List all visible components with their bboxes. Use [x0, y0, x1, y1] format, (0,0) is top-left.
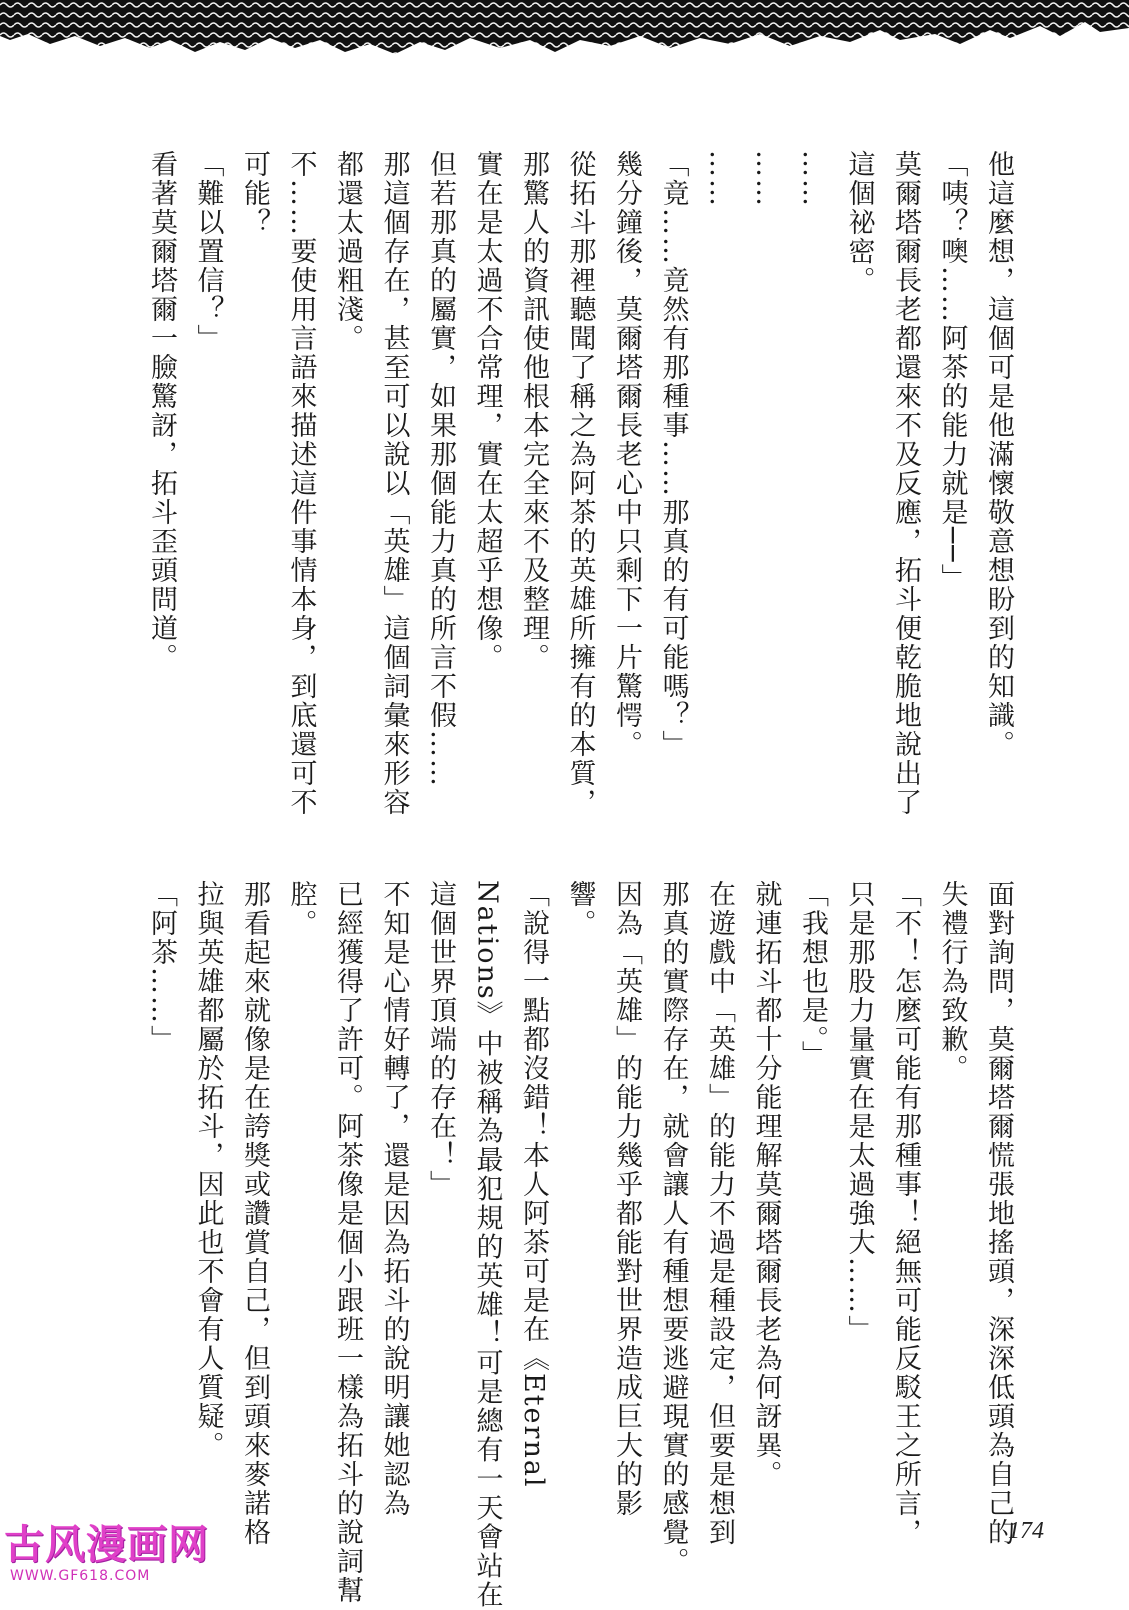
text-line: ……	[797, 150, 828, 208]
text-line: 都還太過粗淺。	[332, 150, 363, 353]
text-line: 看著莫爾塔爾一臉驚訝，拓斗歪頭問道。	[146, 150, 177, 672]
text-line: 「難以置信？」	[192, 150, 224, 353]
text-line: 莫爾塔爾長老都還來不及反應，拓斗便乾脆地說出了	[890, 150, 921, 817]
text-line: 從拓斗那裡聽聞了稱之為阿茶的英雄所擁有的本質，	[564, 150, 596, 817]
text-line: 這個世界頂端的存在！」	[425, 880, 456, 1199]
text-line: 但若那真的屬實，如果那個能力真的所言不假……	[425, 150, 456, 788]
text-line: 「竟……竟然有那種事……那真的有可能嗎？」	[657, 150, 689, 759]
text-line: 「不！怎麼可能有那種事！絕無可能反駁王之所言，	[890, 880, 921, 1547]
text-line: 那驚人的資訊使他根本完全來不及整理。	[518, 150, 549, 672]
page-number: 174	[1008, 1518, 1044, 1544]
text-line: 幾分鐘後，莫爾塔爾長老心中只剩下一片驚愕。	[611, 150, 642, 759]
text-line: 那真的實際存在，就會讓人有種想要逃避現實的感覺。	[657, 880, 689, 1576]
text-column-bottom	[141, 880, 1021, 1610]
text-line: 「阿茶……」	[146, 880, 177, 1054]
text-line: 只是那股力量實在是太過強大……」	[843, 880, 875, 1344]
text-line: Nations》中被稱為最犯規的英雄！可是總有一天會站在	[471, 880, 503, 1610]
text-line: 實在是太過不合常理，實在太超乎想像。	[471, 150, 503, 672]
text-line: 那看起來就像是在誇獎或讚賞自己，但到頭來麥諾格	[239, 880, 270, 1547]
text-line: 在遊戲中「英雄」的能力不過是種設定，但要是想到	[704, 880, 735, 1547]
text-line: 可能？	[239, 150, 270, 237]
text-line: 不知是心情好轉了，還是因為拓斗的說明讓她認為	[378, 880, 410, 1518]
text-line: 「我想也是。」	[797, 880, 828, 1070]
text-line: 那這個存在，甚至可以說以「英雄」這個詞彙來形容	[378, 150, 410, 817]
text-line: ……	[704, 150, 735, 208]
text-line: 這個祕密。	[843, 150, 875, 295]
text-line: ……	[750, 150, 782, 208]
text-line: 「咦？噢……阿茶的能力就是──」	[936, 150, 968, 593]
text-line: 他這麼想，這個可是他滿懷敬意想盼到的知識。	[983, 150, 1014, 759]
text-line: 已經獲得了許可。阿茶像是個小跟班一樣為拓斗的說詞幫	[332, 880, 363, 1605]
text-line: 面對詢問，莫爾塔爾慌張地搖頭，深深低頭為自己的	[983, 880, 1014, 1547]
text-line: 「說得一點都沒錯！本人阿茶可是在《Eternal	[518, 880, 549, 1489]
text-line: 因為「英雄」的能力幾乎都能對世界造成巨大的影	[611, 880, 642, 1518]
site-watermark	[4, 1522, 214, 1596]
text-line: 腔。	[285, 880, 317, 938]
text-column-top	[141, 150, 1021, 817]
text-line: 失禮行為致歉。	[936, 880, 968, 1083]
text-line: 拉與英雄都屬於拓斗，因此也不會有人質疑。	[192, 880, 224, 1460]
text-line: 就連拓斗都十分能理解莫爾塔爾長老為何訝異。	[750, 880, 782, 1489]
watermark-url: WWW.GF618.COM	[10, 1568, 151, 1584]
watermark-title: 古风漫画网	[4, 1522, 209, 1568]
torn-header-pattern	[0, 0, 1129, 80]
text-line: 不……要使用言語來描述這件事情本身，到底還可不	[285, 150, 317, 817]
text-line: 響。	[564, 880, 596, 938]
